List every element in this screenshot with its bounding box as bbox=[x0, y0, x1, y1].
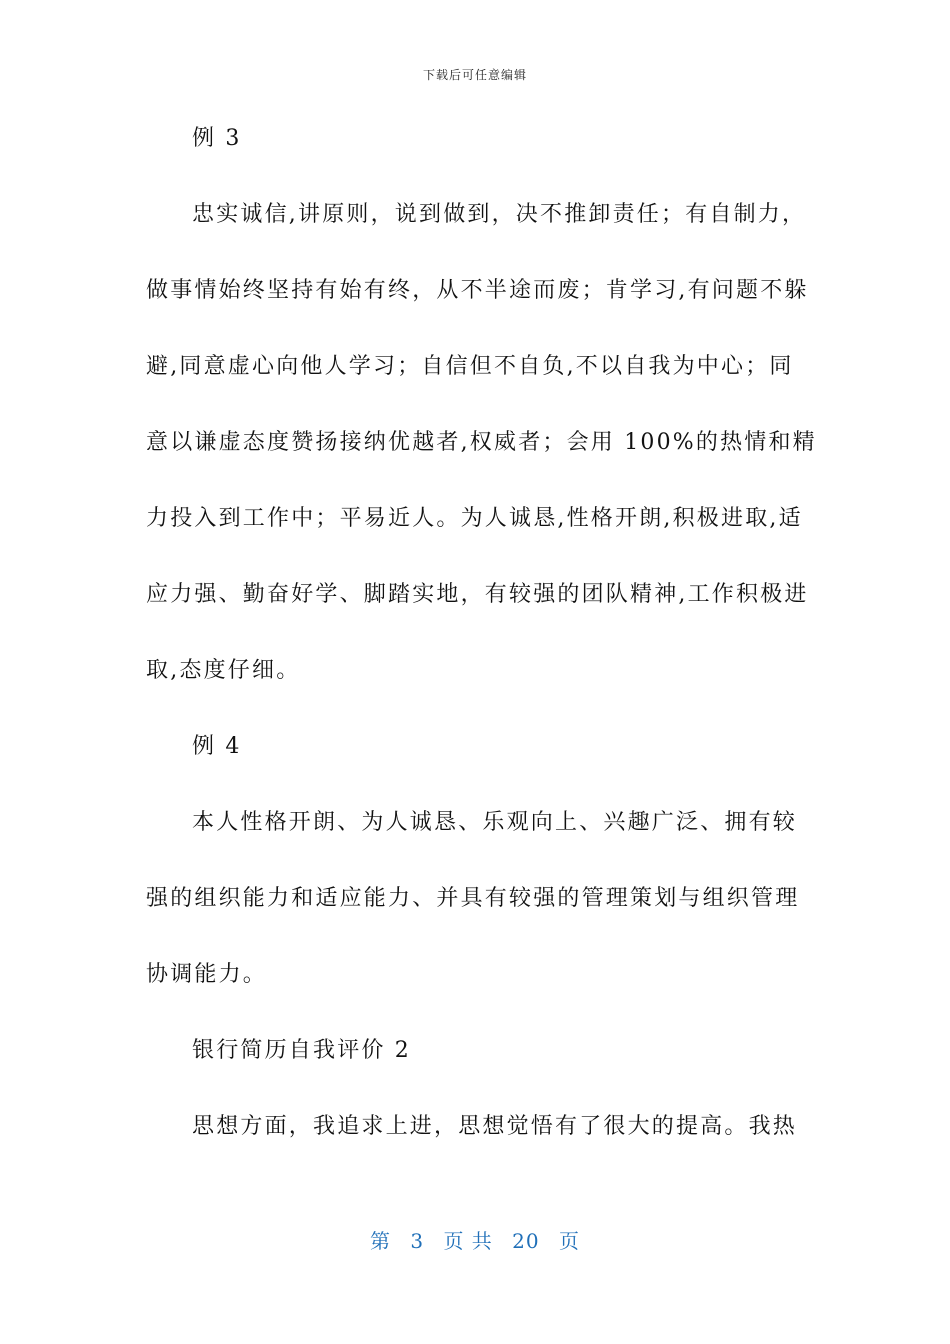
paragraph-line: 避,同意虚心向他人学习；自信但不自负,不以自我为中心；同 bbox=[146, 354, 794, 379]
paragraph-line: 本人性格开朗、为人诚恳、乐观向上、兴趣广泛、拥有较 bbox=[192, 810, 798, 835]
paragraph-line: 思想方面，我追求上进，思想觉悟有了很大的提高。我热 bbox=[192, 1114, 798, 1139]
paragraph-line: 应力强、勤奋好学、脚踏实地，有较强的团队精神,工作积极进 bbox=[146, 582, 809, 607]
total-pages-number: 20 bbox=[512, 1229, 540, 1253]
paragraph-line: 协调能力。 bbox=[146, 962, 268, 987]
paragraph-line: 做事情始终坚持有始有终，从不半途而废；肯学习,有问题不躲 bbox=[146, 278, 809, 303]
current-page-number: 3 bbox=[410, 1229, 425, 1253]
footer-middle: 页 共 bbox=[443, 1229, 493, 1253]
page-footer bbox=[0, 1225, 950, 1254]
header-note: 下载后可任意编辑 bbox=[422, 68, 527, 82]
paragraph-line: 忠实诚信,讲原则，说到做到，决不推卸责任；有自制力， bbox=[192, 202, 807, 227]
paragraph-line: 力投入到工作中；平易近人。为人诚恳,性格开朗,积极进取,适 bbox=[146, 506, 803, 531]
example-heading: 例 4 bbox=[192, 734, 242, 759]
example-heading: 例 3 bbox=[192, 126, 242, 151]
footer-prefix: 第 bbox=[370, 1229, 391, 1253]
paragraph-line: 取,态度仔细。 bbox=[146, 658, 301, 683]
section-heading: 银行简历自我评价 2 bbox=[192, 1038, 411, 1063]
footer-suffix: 页 bbox=[558, 1229, 580, 1253]
document-body bbox=[146, 120, 817, 1184]
paragraph-line: 强的组织能力和适应能力、并具有较强的管理策划与组织管理 bbox=[146, 886, 800, 911]
paragraph-line: 意以谦虚态度赞扬接纳优越者,权威者；会用 100%的热情和精 bbox=[146, 430, 817, 455]
